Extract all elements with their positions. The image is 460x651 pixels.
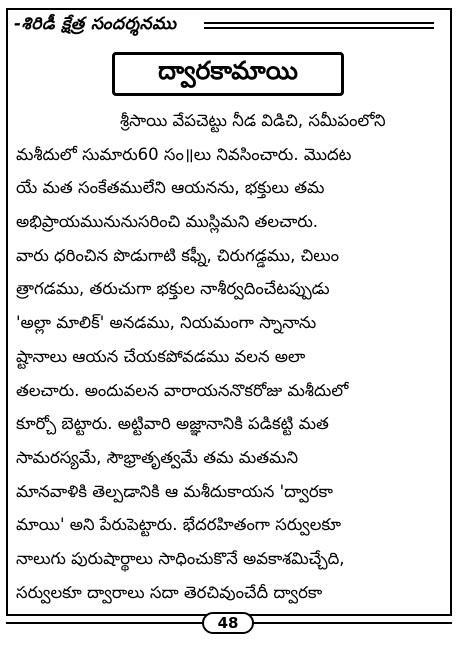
text-line: మాయి' అని పేరుపెట్టారు. భేదరహితంగా సర్వులకూ [16,515,342,535]
text-line: సర్వులకూ ద్వారాలు సదా తెరచివుంచేదీ ద్వారకా [16,582,323,602]
text-line: కూర్చో బెట్టారు. అట్టివారి అజ్ఞానానికి పడికట్టి మత [16,414,329,434]
text-line: తలచారు. అందువలన వారాయననొకరోజు మశీదులో [16,380,349,400]
text-line: ష్టానాలు ఆయన చేయకపోవడము వలన అలా [16,346,306,366]
running-header: -శిరిడీ క్షేత్ర సందర్శనము [14,14,177,34]
text-line: అభిప్రాయమునునుసరించి ముస్లిమని తలచారు. [16,212,319,232]
header-rule [204,22,434,24]
text-line: సామరస్యమే, సౌభ్రాతృత్వమే తమ మతమని [16,447,299,467]
text-line: యే మత సంకేతములేని ఆయనను, భక్తులు తమ [16,178,325,198]
page-number: 48 [202,612,254,634]
text-line: శ్రీసాయి వేపచెట్టు నీడ విడిచి, సమీపంలోని [120,111,386,130]
text-line: త్రాగడము, తరుచుగా భక్తుల నాశీర్వదించేటప్పుడు [16,279,330,299]
text-line: 'అల్లా మాలిక్' అనడము, నియమంగా స్నానాను [16,313,317,333]
text-line: నాలుగు పురుషార్థాలు సాధించుకొనే అవకాశమిచ్చేది, [16,548,345,568]
text-line: వారు ధరించిన పొడుగాటి కఫ్నీ, చిరుగడ్డము, చిలుం [16,245,340,265]
header-rule-lower [204,27,434,29]
text-line: మానవాళికి తెల్పడానికి ఆ మశీదుకాయన 'ద్వారకా [16,481,333,501]
body-text [16,104,446,609]
chapter-title: ద్వారకామాయి [112,52,344,96]
text-line: మశీదులో సుమారు60 సం॥లు నివసించారు. మొదట [16,144,352,164]
